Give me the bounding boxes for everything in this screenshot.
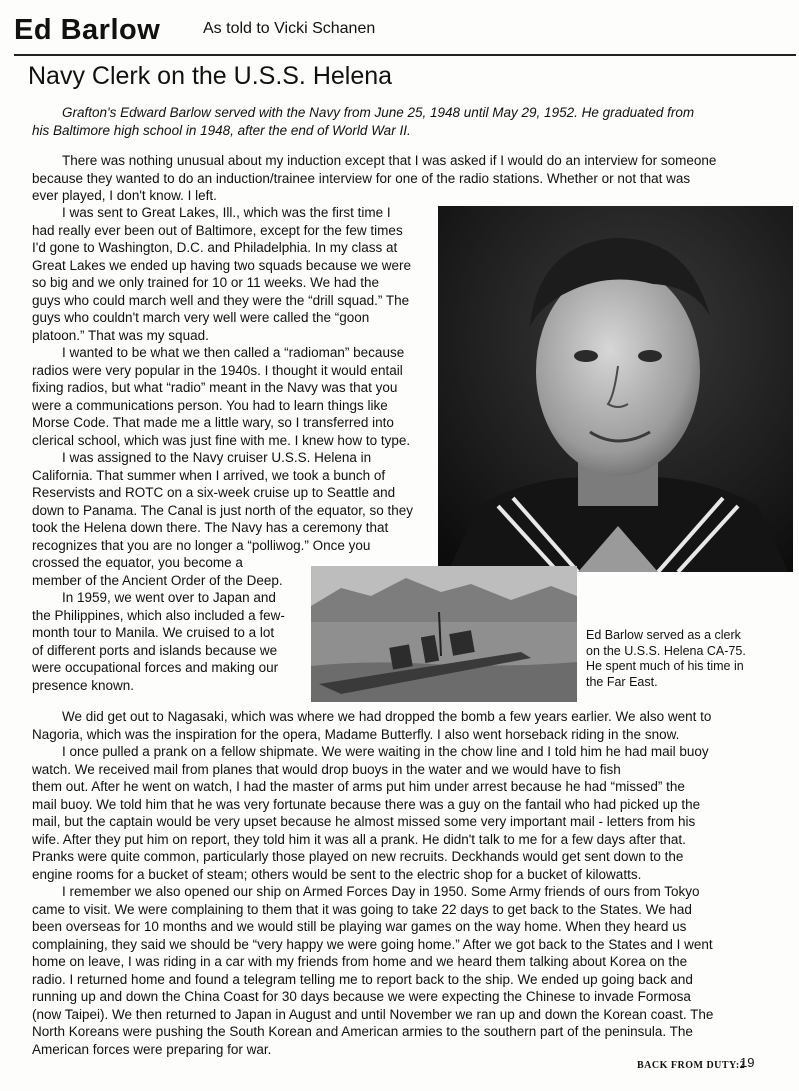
text-line: platoon.” That was my squad. [32,327,209,343]
text-line: North Koreans were pushing the South Korean and American armies to the southern part of the peninsula. The [32,1024,693,1039]
text-line: complaining, they said we should be “very happy we were going home.” After we got back to the States and I went [32,936,713,952]
caption-line: Ed Barlow served as a clerk [586,628,741,642]
text-line: were occupational forces and making our [32,660,279,675]
ship-photo [311,566,577,702]
text-line: took the Helena down there. The Navy has a ceremony that [32,520,389,535]
text-line: guys who couldn't march very well were called the “goon [32,310,370,325]
text-line: month tour to Manila. We cruised to a lot [32,625,275,640]
intro-line: his Baltimore high school in 1948, after the end of World War II. [32,122,411,138]
text-line: so big and we only trained for 10 or 11 weeks. We had the [32,275,379,290]
text-line: mail, but the captain would be very upset because he almost missed some very important mail - letters from his [32,814,696,829]
text-line: I remember we also opened our ship on Armed Forces Day in 1950. Some Army friends of ours from Tokyo [62,884,700,899]
text-line: radio. I returned home and found a telegram telling me to report back to the ship. We ended up going back and [32,971,693,987]
caption-line: on the U.S.S. Helena CA-75. [586,643,746,658]
portrait-photo [438,206,793,572]
text-line: been overseas for 10 months and we would still be playing war games on the way home. When they heard us [32,919,687,934]
text-line: Pranks were quite common, particularly those played on new recruits. Deckhands would get sent down to the [32,849,684,864]
text-line: presence known. [32,677,135,693]
text-line: (now Taipei). We then returned to Japan in August and until November we ran up and down the Korean coast. The [32,1006,714,1022]
text-line: crossed the equator, you become a [32,555,243,570]
text-line: came to visit. We were complaining to them that it was going to take 22 days to get back to the States. We had [32,901,692,917]
text-line: Reservists and ROTC on a six-week cruise up to Seattle and [32,485,396,500]
text-line: There was nothing unusual about my induction except that I was asked if I would do an interview for someone [62,153,717,168]
text-line: fixing radios, but what “radio” meant in the Navy was that you [32,380,398,395]
text-line: the Philippines, which also included a few- [32,607,285,623]
column-text-lower [32,708,794,1058]
text-line: I was sent to Great Lakes, Ill., which was the first time I [62,205,391,220]
paragraph-induction [32,152,794,205]
text-line: watch. We received mail from planes that would drop buoys in the water and we would have to fish [32,761,621,777]
text-line: engine rooms for a bucket of steam; others would be sent to the electric shop for a bucket of kilowatts. [32,866,642,882]
text-line: guys who could march well and they were the “drill squad.” The [32,292,410,308]
caption-line: the Far East. [586,674,658,689]
text-line: running up and down the China Coast for 30 days because we were expecting the Chinese to invade Formosa [32,989,691,1004]
author-name: Ed Barlow [14,14,161,46]
caption-line: He spent much of his time in [586,659,744,674]
text-line: member of the Ancient Order of the Deep. [32,572,283,588]
text-line: home on leave, I was riding in a car with my friends from home and we heard them talking about Korea on the [32,954,688,969]
text-line: In 1959, we went over to Japan and [62,590,276,605]
text-line: clerical school, which was just fine with me. I knew how to type. [32,432,411,448]
text-line: them out. After he went on watch, I had the master of arms put him under arrest because he had “missed” the [32,779,685,794]
text-line: recognizes that you are no longer a “polliwog.” Once you [32,537,371,553]
intro-line: Grafton's Edward Barlow served with the Navy from June 25, 1948 until May 29, 1952. He graduated from [62,105,695,120]
intro-paragraph [32,104,792,139]
text-line: wife. After they put him on report, they told him it was all a prank. He didn't talk to me for a few days after that. [32,831,686,847]
text-line: Great Lakes we ended up having two squads because we were [32,257,411,273]
text-line: I once pulled a prank on a fellow shipmate. We were waiting in the chow line and I told him he had mail buoy [62,744,709,759]
text-line: American forces were preparing for war. [32,1041,272,1057]
page-number: 19 [740,1055,755,1070]
text-line: had really ever been out of Baltimore, except for the few times [32,222,403,238]
footer-publication-label: BACK FROM DUTY:2 [637,1060,746,1071]
text-line: of different ports and islands because we [32,642,278,658]
text-line: California. That summer when I arrived, we took a bunch of [32,467,386,483]
text-line: Nagoria, which was the inspiration for the opera, Madame Butterfly. I also went horseback riding in the snow. [32,726,680,742]
text-line: radios were very popular in the 1940s. I thought it would entail [32,362,403,378]
text-line: down to Panama. The Canal is just north of the equator, so they [32,502,413,518]
text-line: I wanted to be what we then called a “radioman” because [62,345,405,360]
page-header [14,14,794,54]
text-line: I was assigned to the Navy cruiser U.S.S. Helena in [62,450,372,465]
text-line: mail buoy. We told him that he was very fortunate because there was a guy on the fantail who had picked up the [32,796,701,812]
article-title: Navy Clerk on the U.S.S. Helena [28,62,393,90]
text-line: Morse Code. That made me a little wary, so I transferred into [32,415,394,430]
text-line: were a communications person. You had to learn things like [32,397,388,413]
text-line: ever played, I don't know. I left. [32,188,217,203]
text-line: because they wanted to do an induction/trainee interview for one of the radio stations. Whether or not that was [32,170,691,186]
text-line: We did get out to Nagasaki, which was where we had dropped the bomb a few years earlier. We also went to [62,709,712,724]
photo-caption [586,628,791,690]
told-to-credit: As told to Vicki Schanen [203,20,376,37]
ship-illustration [311,566,577,702]
text-line: I'd gone to Washington, D.C. and Philadelphia. In my class at [32,240,398,255]
portrait-illustration [438,206,793,572]
header-rule [14,54,796,56]
